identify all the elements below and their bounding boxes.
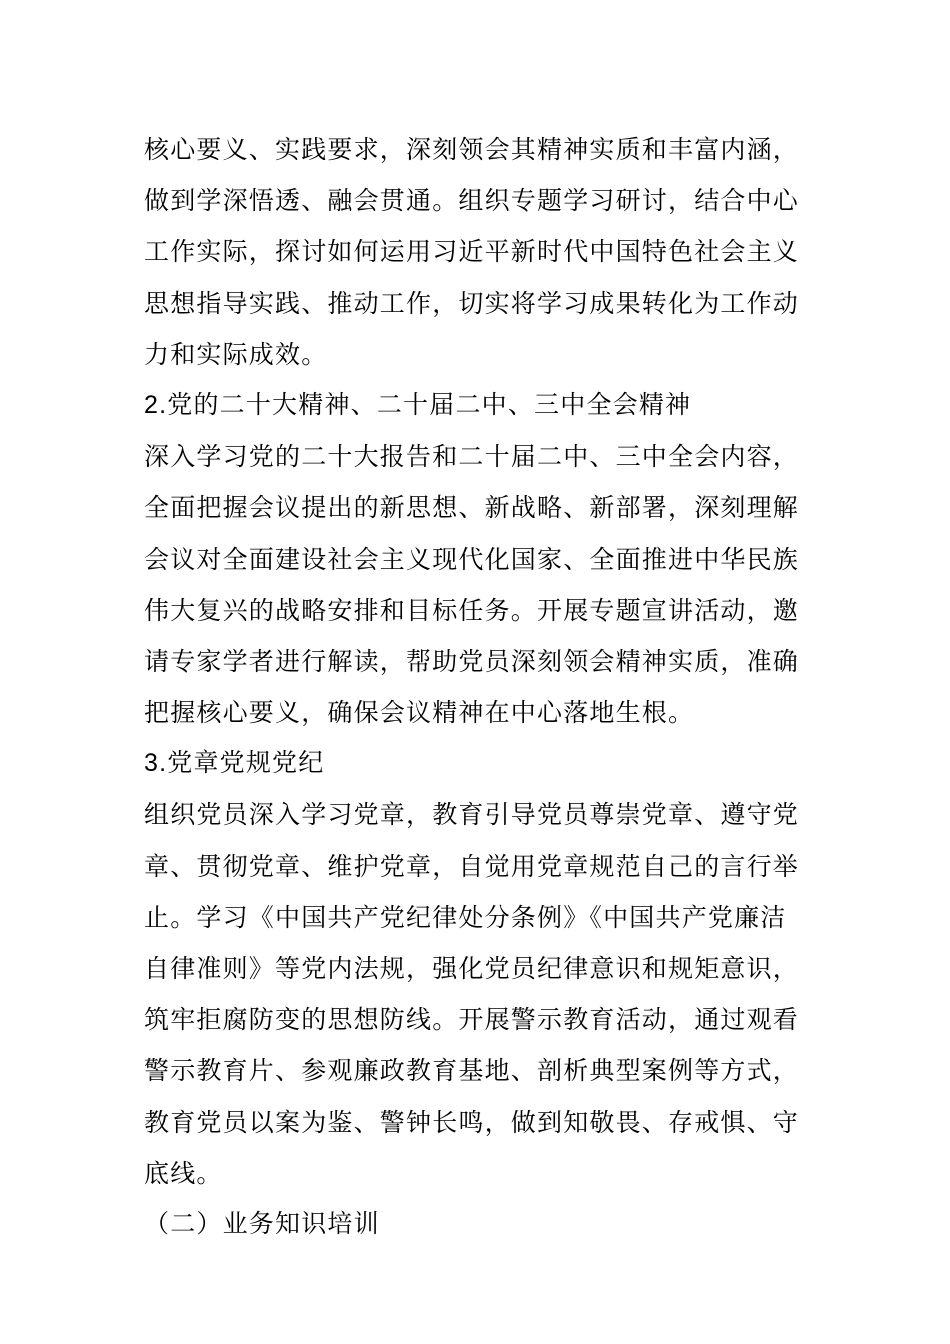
- section-heading: （二）业务知识培训: [144, 1209, 380, 1238]
- paragraph-line: 章、贯彻党章、维护党章，自觉用党章规范自己的言行举: [144, 851, 800, 881]
- paragraph-line: 会议对全面建设社会主义现代化国家、全面推进中华民族: [144, 544, 800, 574]
- paragraph-line: 思想指导实践、推动工作，切实将学习成果转化为工作动: [144, 288, 800, 318]
- paragraph-line: 请专家学者进行解读，帮助党员深刻领会精神实质，准确: [144, 646, 800, 676]
- paragraph-line: 深入学习党的二十大报告和二十届二中、三中全会内容，: [144, 442, 800, 472]
- paragraph-line: 警示教育片、参观廉政教育基地、剖析典型案例等方式，: [144, 1056, 800, 1086]
- document-body: [144, 124, 808, 1250]
- paragraph-line: 止。学习《中国共产党纪律处分条例》《中国共产党廉洁: [144, 902, 787, 932]
- paragraph-line: 核心要义、实践要求，深刻领会其精神实质和丰富内涵，: [144, 135, 800, 164]
- paragraph-line: 底线。: [144, 1158, 223, 1188]
- paragraph-line: 自律准则》等党内法规，强化党员纪律意识和规矩意识，: [144, 954, 800, 983]
- paragraph-line: 组织党员深入学习党章，教育引导党员尊崇党章、遵守党: [144, 800, 800, 830]
- paragraph-line: 力和实际成效。: [144, 339, 328, 369]
- section-heading: 3.党章党规党纪: [144, 749, 325, 778]
- paragraph-line: 把握核心要义，确保会议精神在中心落地生根。: [144, 698, 695, 728]
- paragraph-line: 工作实际，探讨如何运用习近平新时代中国特色社会主义: [144, 237, 800, 267]
- paragraph-line: 教育党员以案为鉴、警钟长鸣，做到知敬畏、存戒惧、守: [144, 1107, 800, 1137]
- paragraph-line: 伟大复兴的战略安排和目标任务。开展专题宣讲活动，邀: [144, 595, 800, 625]
- paragraph-line: 做到学深悟透、融会贯通。组织专题学习研讨，结合中心: [144, 186, 800, 216]
- paragraph-line: 全面把握会议提出的新思想、新战略、新部署，深刻理解: [144, 493, 800, 523]
- paragraph-line: 筑牢拒腐防变的思想防线。开展警示教育活动，通过观看: [144, 1005, 800, 1035]
- section-heading: 2.党的二十大精神、二十届二中、三中全会精神: [144, 390, 692, 419]
